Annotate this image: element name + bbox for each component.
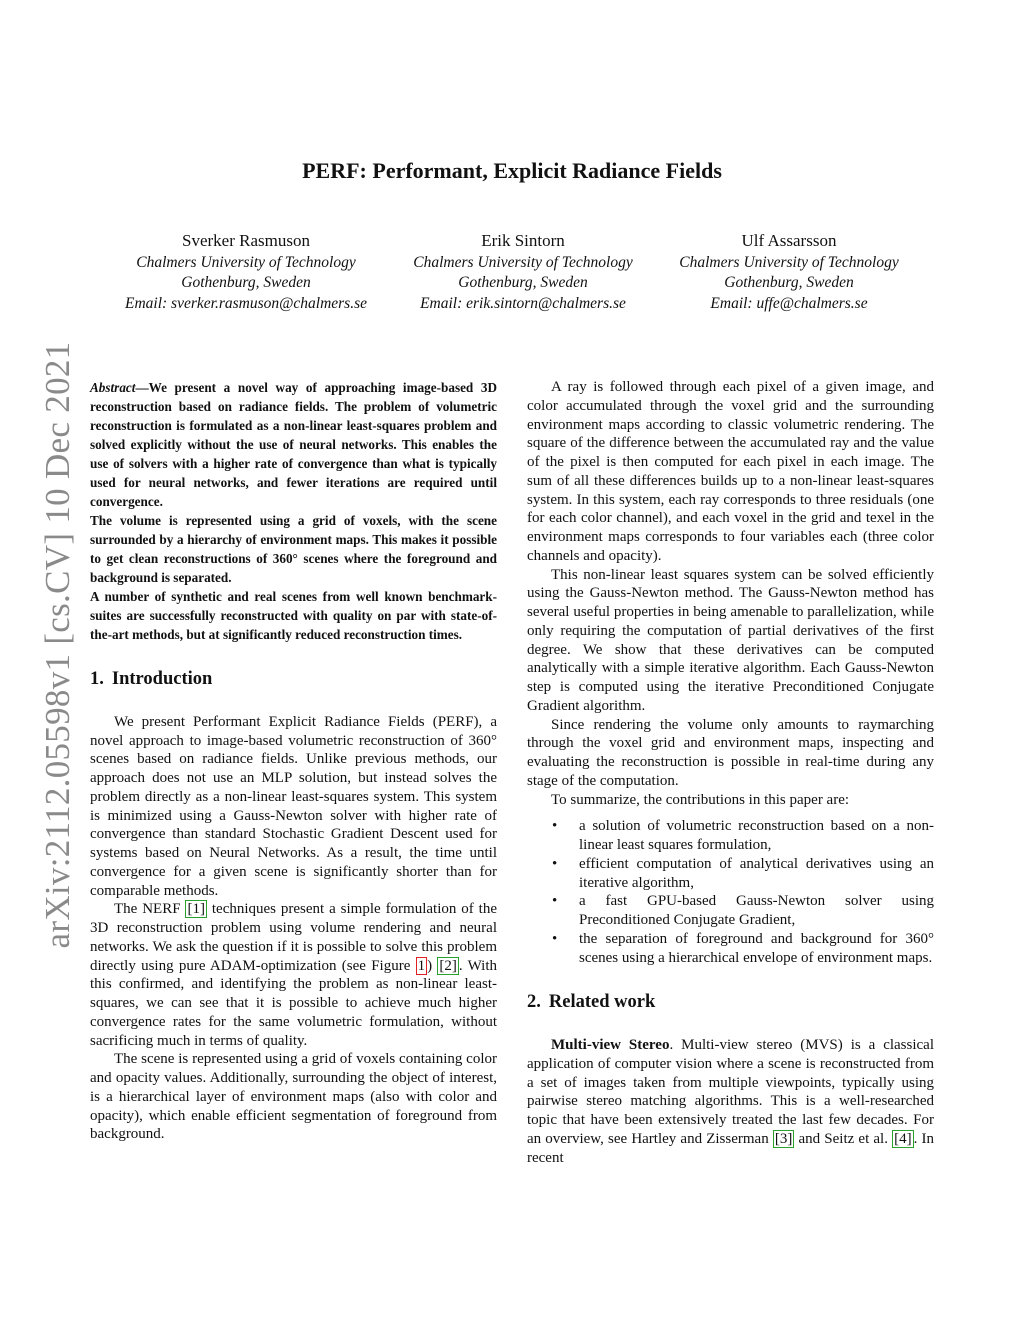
author-location: Gothenburg, Sweden xyxy=(724,274,854,291)
right-column xyxy=(527,378,934,1167)
author-email: Email: erik.sintorn@chalmers.se xyxy=(420,294,626,312)
arxiv-identifier-stamp: arXiv:2112.05598v1 [cs.CV] 10 Dec 2021 xyxy=(38,341,77,949)
section-heading-related-work xyxy=(527,993,934,1012)
bullet-icon: • xyxy=(552,818,558,835)
citation-link[interactable]: [1] xyxy=(187,901,205,918)
related-paragraph-mvs xyxy=(527,1036,934,1167)
left-column xyxy=(90,378,497,1144)
section-title: Introduction xyxy=(111,669,213,689)
right-paragraph-2: This non-linear least squares system can be solved efficiently using the Gauss-Newton method. The Gauss-Newton method has several useful properties in being amenable to parallelization, while only requiring the computation of partial derivatives of the first degree. We show that these derivatives can be computed analytically with a simple iterative algorithm. Each Gauss-Newton step is computed using the iterative Preconditioned Conjugate Gradient algorithm. xyxy=(527,566,934,714)
citation-link[interactable]: [4] xyxy=(894,1130,912,1147)
intro-paragraph-1: We present Performant Explicit Radiance Fields (PERF), a novel approach to image-based volumetric reconstruction of 360° scenes based on radiance fields. Unlike previous methods, our approach does not use an MLP solution, but instead solves the problem directly as a non-linear least-squares system. This system is minimized using a Gauss-Newton solver with higher rate of convergence than standard Stochastic Gradient Descent used for systems based on Neural Networks. As a result, the time until convergence for a given scene is significantly shorter than for comparable methods. xyxy=(90,713,497,899)
intro-paragraph-3: The scene is represented using a grid of voxels containing color and opacity values. Additionally, surrounding the object of interest, is a hierarchical layer of environment maps (also with color and opacity), which enable efficient segmentation of foreground from background. xyxy=(90,1051,497,1143)
text-run: . With this confirmed, and identifying the problem as non-linear least-squares, we can see that it is possible to achieve much higher convergence rates for the same volumetric formulation, without sacrificing much in terms of quality. xyxy=(90,957,497,1049)
list-item xyxy=(527,855,934,893)
author-name: Ulf Assarsson xyxy=(741,231,837,250)
text-run: techniques present a simple formulation of the 3D reconstruction problem using volume rendering and neural networks. We ask the question if it is possible to solve this problem directly using pure ADAM-optimization (see Figure xyxy=(90,901,497,974)
author-affiliation: Chalmers University of Technology xyxy=(136,253,356,271)
list-item xyxy=(527,892,934,930)
abstract-label: Abstract xyxy=(90,380,136,395)
text-run: and Seitz et al. xyxy=(794,1130,893,1147)
list-item-text: the separation of foreground and background for 360° scenes using a hierarchical envelope of environment maps. xyxy=(579,930,934,966)
abstract-paragraph-3: A number of synthetic and real scenes from well known benchmark-suites are successfully reconstructed with quality on par with state-of-the-art methods, but at significantly reduced reconstruction times. xyxy=(90,589,497,642)
author-block-1 xyxy=(101,231,391,314)
abstract-paragraph-1 xyxy=(90,378,497,511)
bullet-icon: • xyxy=(552,893,558,910)
section-heading-introduction xyxy=(90,670,497,689)
citation-link[interactable]: [3] xyxy=(774,1130,793,1147)
contributions-list xyxy=(527,817,934,967)
right-paragraph-3: Since rendering the volume only amounts to raymarching through the voxel grid and environment maps, inspecting and evaluating the reconstruction is possible in real-time during any stage of the computation. xyxy=(527,716,934,789)
author-name: Erik Sintorn xyxy=(481,231,565,250)
abstract-text-1: We present a novel way of approaching image-based 3D reconstruction based on radiance fields. The problem of volumetric reconstruction is formulated as a non-linear least-squares problem and solved explicitly without the use of neural networks. This enables the use of solvers with a higher rate of convergence than what is typically used for neural networks, and fewer iterations are required until convergence. xyxy=(90,380,497,509)
intro-paragraph-2 xyxy=(90,900,497,1050)
author-block-2 xyxy=(378,231,668,314)
author-location: Gothenburg, Sweden xyxy=(458,274,588,291)
author-email: Email: uffe@chalmers.se xyxy=(710,294,868,312)
author-location: Gothenburg, Sweden xyxy=(181,274,311,291)
citation-link[interactable]: [2] xyxy=(439,957,457,974)
author-affiliation: Chalmers University of Technology xyxy=(679,253,899,271)
list-item xyxy=(527,930,934,968)
text-run: . Multi-view stereo (MVS) is a classical application of computer vision where a scene is reconstructed from a set of images taken from multiple viewpoints, typically using pairwise stereo matching algorithms. This is a well-researched topic that have been extensively treated the last few decades. For an overview, see Hartley and Zisserman xyxy=(527,1037,935,1147)
list-item-text: a fast GPU-based Gauss-Newton solver using Preconditioned Conjugate Gradient, xyxy=(579,893,934,928)
abstract-dash: — xyxy=(135,380,149,395)
author-name: Sverker Rasmuson xyxy=(182,231,310,250)
list-item-text: a solution of volumetric reconstruction based on a non-linear least squares formulation, xyxy=(579,818,934,853)
list-item xyxy=(527,817,934,855)
section-title: Related work xyxy=(548,992,656,1013)
right-paragraph-4: To summarize, the contributions in this paper are: xyxy=(551,791,850,808)
abstract-paragraph-2: The volume is represented using a grid of voxels, with the scene surrounded by a hierarchy of environment maps. This makes it possible to get clean reconstructions of 360° scenes where the foreground and background is separated. xyxy=(90,513,497,585)
paper-title: PERF: Performant, Explicit Radiance Fields xyxy=(302,158,722,183)
paragraph-heading: Multi-view Stereo xyxy=(551,1037,670,1053)
author-affiliation: Chalmers University of Technology xyxy=(413,253,633,271)
figure-link[interactable]: 1 xyxy=(417,957,426,974)
list-item-text: efficient computation of analytical derivatives using an iterative algorithm, xyxy=(579,855,934,891)
text-run: ) xyxy=(427,957,438,974)
bullet-icon: • xyxy=(552,855,558,872)
text-run: . In recent xyxy=(527,1130,934,1166)
author-email: Email: sverker.rasmuson@chalmers.se xyxy=(125,294,367,312)
section-number: 1. xyxy=(90,669,104,689)
abstract xyxy=(90,378,497,644)
author-block-3 xyxy=(644,231,934,314)
right-paragraph-1: A ray is followed through each pixel of a given image, and color accumulated through the voxel grid and the surrounding environment maps according to classic volumetric rendering. The square of the difference between the accumulated ray and the value of the pixel is then computed for each pixel in each image. The sum of all these differences builds up to a non-linear least-squares system. In this system, each ray corresponds to three residuals (one for each color channel), and each voxel in the grid and texel in the environment maps corresponds to four variables each (three color channels and opacity). xyxy=(527,379,934,564)
bullet-icon: • xyxy=(552,930,558,947)
section-number: 2. xyxy=(527,992,541,1013)
text-run: The NERF xyxy=(114,901,186,918)
